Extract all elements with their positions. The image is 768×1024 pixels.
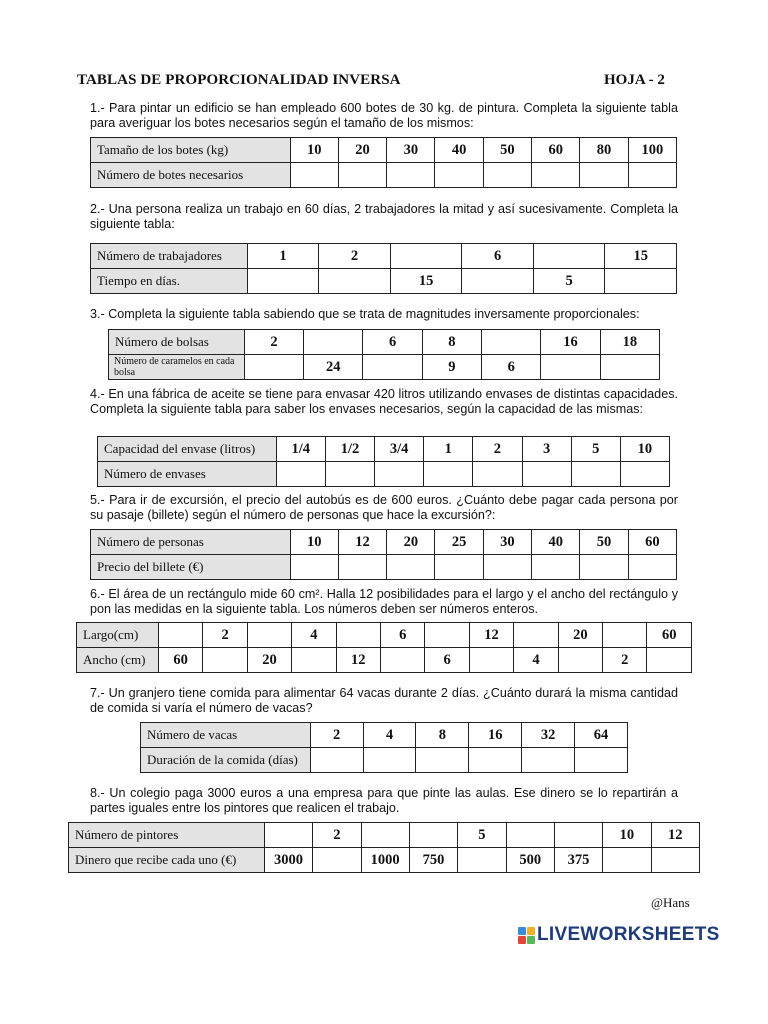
row-label: Precio del billete (€) [91,555,291,580]
value-cell: 50 [483,138,531,163]
logo-icon [518,927,535,944]
row-label: Dinero que recibe cada uno (€) [69,848,265,873]
value-cell: 10 [290,530,338,555]
table-5 [90,529,677,580]
row-label: Duración de la comida (días) [141,748,311,773]
answer-cell[interactable] [541,355,600,380]
question-2-text: 2.- Una persona realiza un trabajo en 60 días, 2 trabajadores la mitad y así sucesivamente. Completa la siguiente tabla: [90,202,678,231]
value-cell: 25 [435,530,483,555]
answer-cell[interactable] [381,648,425,673]
question-5-text: 5.- Para ir de excursión, el precio del autobús es de 600 euros. ¿Cuánto debe pagar cada persona por su pasaje (billete) según el número de personas que hace la excursión?: [90,493,678,522]
answer-cell[interactable] [580,555,628,580]
value-cell: 16 [469,723,522,748]
answer-cell[interactable] [651,848,699,873]
answer-cell[interactable] [425,623,469,648]
value-cell: 10 [620,437,669,462]
answer-cell[interactable] [409,823,457,848]
answer-cell[interactable] [338,555,386,580]
value-cell: 30 [483,530,531,555]
answer-cell[interactable] [416,748,469,773]
table-row [141,748,628,773]
answer-cell[interactable] [522,462,571,487]
table-row [77,648,692,673]
answer-cell[interactable] [363,748,416,773]
value-cell: 5 [533,269,605,294]
answer-cell[interactable] [533,244,605,269]
value-cell: 50 [580,530,628,555]
answer-cell[interactable] [290,163,338,188]
answer-cell[interactable] [304,330,363,355]
answer-cell[interactable] [310,748,363,773]
answer-cell[interactable] [435,163,483,188]
answer-cell[interactable] [387,555,435,580]
answer-cell[interactable] [276,462,325,487]
value-cell: 375 [554,848,602,873]
value-cell: 40 [532,530,580,555]
table-7 [140,722,628,773]
question-6-text: 6.- El área de un rectángulo mide 60 cm². Halla 12 posibilidades para el largo y el ancho del rectángulo y pon las medidas en la siguiente tabla. Los números deben ser números enteros. [90,587,678,616]
value-cell: 10 [603,823,651,848]
value-cell: 4 [292,623,336,648]
value-cell: 6 [462,244,534,269]
table-row [141,723,628,748]
table-row [91,530,677,555]
answer-cell[interactable] [483,163,531,188]
answer-cell[interactable] [462,269,534,294]
answer-cell[interactable] [580,163,628,188]
value-cell: 6 [482,355,541,380]
value-cell: 5 [571,437,620,462]
answer-cell[interactable] [336,623,380,648]
question-1-text: 1.- Para pintar un edificio se han empleado 600 botes de 30 kg. de pintura. Completa la siguiente tabla para averiguar los botes necesarios según el tamaño de los mismos: [90,101,678,130]
value-cell: 20 [338,138,386,163]
table-6 [76,622,692,673]
row-label: Número de pintores [69,823,265,848]
value-cell: 16 [541,330,600,355]
value-cell: 20 [247,648,291,673]
question-4-text: 4.- En una fábrica de aceite se tiene para envasar 420 litros utilizando envases de distintas capacidades. Completa la siguiente tabla para saber los envases necesarios, según la capacidad de las mismas: [90,387,678,416]
row-label: Número de bolsas [109,330,245,355]
answer-cell[interactable] [203,648,247,673]
answer-cell[interactable] [554,823,602,848]
answer-cell[interactable] [620,462,669,487]
table-row [69,848,700,873]
answer-cell[interactable] [506,823,554,848]
answer-cell[interactable] [571,462,620,487]
answer-cell[interactable] [605,269,677,294]
value-cell: 1 [247,244,319,269]
value-cell: 2 [203,623,247,648]
row-label: Número de envases [98,462,277,487]
table-row [91,269,677,294]
table-3 [108,329,660,380]
answer-cell[interactable] [290,555,338,580]
value-cell: 6 [425,648,469,673]
answer-cell[interactable] [483,555,531,580]
answer-cell[interactable] [575,748,628,773]
value-cell: 4 [363,723,416,748]
value-cell: 2 [319,244,391,269]
answer-cell[interactable] [387,163,435,188]
answer-cell[interactable] [390,244,462,269]
value-cell: 12 [469,623,513,648]
row-label: Largo(cm) [77,623,159,648]
liveworksheets-logo[interactable] [518,924,720,946]
value-cell: 32 [522,723,575,748]
value-cell: 80 [580,138,628,163]
answer-cell[interactable] [247,269,319,294]
answer-cell[interactable] [600,355,659,380]
answer-cell[interactable] [319,269,391,294]
answer-cell[interactable] [458,848,506,873]
value-cell: 750 [409,848,457,873]
value-cell: 1/2 [325,437,374,462]
answer-cell[interactable] [603,848,651,873]
answer-cell[interactable] [522,748,575,773]
value-cell: 1 [424,437,473,462]
row-label: Tiempo en días. [91,269,248,294]
value-cell: 2 [310,723,363,748]
value-cell: 5 [458,823,506,848]
answer-cell[interactable] [313,848,361,873]
value-cell: 60 [647,623,692,648]
value-cell: 6 [381,623,425,648]
row-label: Número de personas [91,530,291,555]
author-signature: @Hans [651,895,690,910]
question-3-text: 3.- Completa la siguiente tabla sabiendo que se trata de magnitudes inversamente proporcionales: [90,307,640,321]
table-1 [90,137,677,188]
answer-cell[interactable] [532,555,580,580]
answer-cell[interactable] [514,623,558,648]
table-4 [97,436,670,487]
answer-cell[interactable] [292,648,336,673]
answer-cell[interactable] [532,163,580,188]
value-cell: 20 [558,623,602,648]
logo-text: LIVEWORKSHEETS [537,924,720,945]
row-label: Capacidad del envase (litros) [98,437,277,462]
answer-cell[interactable] [375,462,424,487]
table-row [98,462,670,487]
answer-cell[interactable] [325,462,374,487]
answer-cell[interactable] [361,823,409,848]
value-cell: 100 [628,138,676,163]
value-cell: 1/4 [276,437,325,462]
table-row [77,623,692,648]
value-cell: 3 [522,437,571,462]
page-title: TABLAS DE PROPORCIONALIDAD INVERSA [77,72,401,88]
answer-cell[interactable] [338,163,386,188]
value-cell: 24 [304,355,363,380]
value-cell: 2 [473,437,522,462]
answer-cell[interactable] [603,623,647,648]
value-cell: 3000 [264,848,312,873]
answer-cell[interactable] [424,462,473,487]
table-row [91,555,677,580]
question-7-text: 7.- Un granjero tiene comida para alimentar 64 vacas durante 2 días. ¿Cuánto durará la misma cantidad de comida si varía el número de vacas? [90,686,678,715]
value-cell: 9 [422,355,481,380]
table-row [98,437,670,462]
answer-cell[interactable] [435,555,483,580]
answer-cell[interactable] [482,330,541,355]
row-label: Número de trabajadores [91,244,248,269]
value-cell: 12 [336,648,380,673]
row-label: Número de vacas [141,723,311,748]
value-cell: 60 [532,138,580,163]
table-row [109,330,660,355]
row-label: Tamaño de los botes (kg) [91,138,291,163]
value-cell: 6 [363,330,422,355]
question-8-text: 8.- Un colegio paga 3000 euros a una empresa para que pinte las aulas. Ese dinero se lo repartirán a partes iguales entre los pintores que realicen el trabajo. [90,786,678,815]
value-cell: 15 [390,269,462,294]
answer-cell[interactable] [158,623,202,648]
table-row [91,244,677,269]
answer-cell[interactable] [264,823,312,848]
answer-cell[interactable] [469,748,522,773]
answer-cell[interactable] [558,648,602,673]
value-cell: 30 [387,138,435,163]
value-cell: 12 [338,530,386,555]
value-cell: 2 [313,823,361,848]
table-8 [68,822,700,873]
value-cell: 1000 [361,848,409,873]
value-cell: 2 [603,648,647,673]
answer-cell[interactable] [244,355,303,380]
value-cell: 64 [575,723,628,748]
value-cell: 8 [416,723,469,748]
value-cell: 4 [514,648,558,673]
value-cell: 60 [628,530,676,555]
value-cell: 10 [290,138,338,163]
answer-cell[interactable] [628,163,676,188]
sheet-number: HOJA - 2 [604,72,665,88]
table-row [91,163,677,188]
value-cell: 40 [435,138,483,163]
value-cell: 15 [605,244,677,269]
value-cell: 60 [158,648,202,673]
value-cell: 20 [387,530,435,555]
answer-cell[interactable] [647,648,692,673]
value-cell: 12 [651,823,699,848]
row-label: Número de caramelos en cada bolsa [109,355,245,380]
answer-cell[interactable] [247,623,291,648]
answer-cell[interactable] [473,462,522,487]
value-cell: 8 [422,330,481,355]
row-label: Ancho (cm) [77,648,159,673]
answer-cell[interactable] [363,355,422,380]
table-row [69,823,700,848]
table-row [109,355,660,380]
table-2 [90,243,677,294]
answer-cell[interactable] [469,648,513,673]
answer-cell[interactable] [628,555,676,580]
value-cell: 2 [244,330,303,355]
value-cell: 500 [506,848,554,873]
value-cell: 3/4 [375,437,424,462]
value-cell: 18 [600,330,659,355]
table-row [91,138,677,163]
row-label: Número de botes necesarios [91,163,291,188]
